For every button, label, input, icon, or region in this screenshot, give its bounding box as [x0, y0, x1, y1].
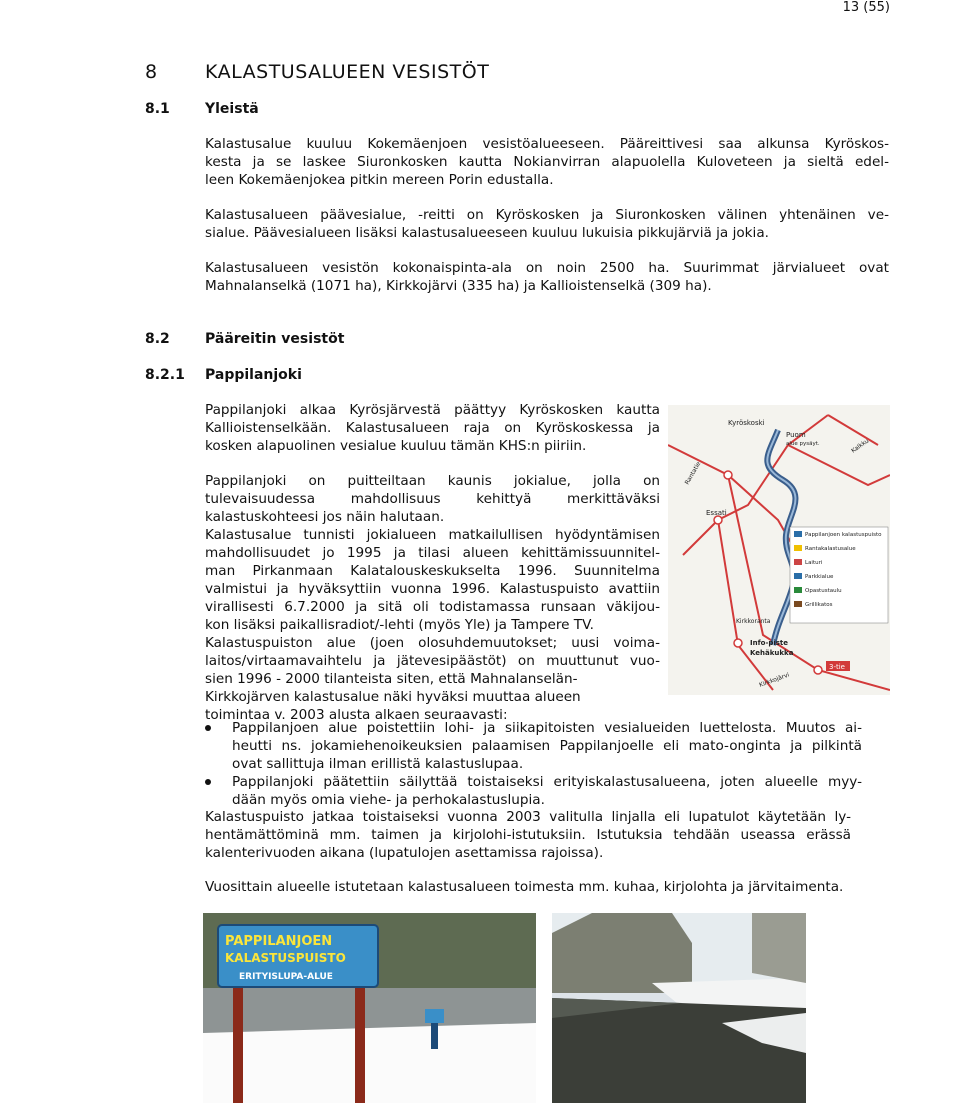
paragraph: Pappilanjoki on puitteiltaan kaunis jokialue, jolla on tulevaisuudessa mahdollisuus kehittyä merkittäväksi kalastuskohteesi jos näin halutaan. Kalastusalue tunnisti jokialueen matkailullisen hyödyntämisen mahdollisuudet jo 1995 ja tilasi alueen kehittämissuunnitel- man Pirkanmaan Kalatalouskeskukselta 1996. Suunnitelma valmistui ja hyväksyttiin vuonna 1996. Kalastuspuisto avattiin virallisesti 6.7.2000 ja sitä oli todistamassa runsaan väkijou- kon lisäksi paikallisradiot/-lehti (myös Yle) ja Tampere TV. Kalastuspuiston alue (joen olosuhdemuutokset; uusi voima- laitos/virtaamavaihtelu ja jätevesipäästöt) on muuttunut vuo- sien 1996 - 2000 tilanteista siten, että Mahnalanselän- Kirkkojärven kalastusalue näki hyväksi muuttaa alueen toimintaa v. 2003 alusta alkaen seuraavasti:	[205, 473, 660, 723]
paragraph: Kalastusalueen vesistön kokonaispinta-ala on noin 2500 ha. Suurimmat järvialueet ovat Mahnalanselkä (1071 ha), Kirkkojärvi (335 ha) ja Kallioistenselkä (309 ha).	[205, 260, 889, 294]
subsection-title: Yleistä	[205, 101, 259, 117]
sign-photo	[203, 913, 536, 1103]
map-legend-item: Opastustaulu	[805, 588, 842, 594]
paragraph: Kalastuspuisto jatkaa toistaiseksi vuonna 2003 valitulla linjalla eli lupatulot käytetään ly- hentämättöminä mm. taimen ja kirjolohi-istutuksiin. Istutuksia tehdään useassa erässä kalenterivuoden aikana (lupatulojen asettamissa rajoissa).	[205, 809, 851, 861]
bullet-icon	[205, 779, 211, 785]
map-label: Kirkkojärvi	[758, 671, 791, 689]
map-label: Rantatie	[683, 460, 703, 486]
map-legend-item: Rantakalastusalue	[805, 546, 856, 552]
paragraph: Kalastusalue kuuluu Kokemäenjoen vesistöalueeseen. Pääreittivesi saa alkunsa Kyröskos- kesta ja se laskee Siuronkosken kautta Nokianvirran alapuolella Kuloveteen ja sieltä edel- leen Kokemäenjokea pitkin mereen Porin edustalla.	[205, 136, 889, 188]
sign-line-1: PAPPILANJOEN	[225, 934, 333, 949]
page-number: 13 (55)	[842, 0, 890, 15]
fishing-park-map	[668, 405, 890, 695]
paragraph: Kalastusalueen päävesialue, -reitti on Kyröskosken ja Siuronkosken välinen yhtenäinen ve- sialue. Päävesialueen lisäksi kalastusalueeseen kuuluu lukuisia pikkujärviä ja jokia.	[205, 207, 889, 241]
map-label: Kalkku	[850, 437, 871, 455]
river-photo	[552, 913, 806, 1103]
subsection-title: Pääreitin vesistöt	[205, 331, 345, 347]
sign-line-3: ERITYISLUPA-ALUE	[239, 972, 333, 982]
map-label: 3-tie	[829, 663, 845, 671]
map-label: Essati	[706, 509, 727, 517]
subsection-number: 8.1	[145, 101, 170, 117]
map-legend-item: Pappilanjoen kalastuspuisto	[805, 532, 882, 538]
map-legend-item: Grillikatos	[805, 602, 833, 608]
subsection-title: Pappilanjoki	[205, 367, 302, 383]
subsection-number: 8.2.1	[145, 367, 185, 383]
subsection-number: 8.2	[145, 331, 170, 347]
list-item: Pappilanjoki päätettiin säilyttää toistaiseksi erityiskalastusalueena, joten alueelle myy- dään myös omia viehe- ja perhokalastuslupia.	[232, 774, 862, 808]
map-legend-item: Parkkialue	[805, 574, 834, 580]
map-label: Puom	[786, 431, 806, 439]
bullet-icon	[205, 725, 211, 731]
map-label: Kehäkukka	[750, 649, 794, 657]
list-item: Pappilanjoen alue poistettiin lohi- ja siikapitoisten vesialueiden luettelosta. Muutos ai- heutti ns. jokamiehenoikeuksien palaamisen Pappilanjoelle eli mato-onginta ja pilkintä ovat sallittuja ilman erillistä kalastuslupaa.	[232, 720, 862, 772]
section-title: KALASTUSALUEEN VESISTÖT	[205, 61, 490, 83]
sign-line-2: KALASTUSPUISTO	[225, 951, 346, 965]
map-legend-item: Laituri	[805, 560, 823, 566]
section-number: 8	[145, 61, 158, 83]
paragraph: Pappilanjoki alkaa Kyrösjärvestä päättyy Kyröskosken kautta Kallioistenselkään. Kalastusalueen raja on Kyröskoskessa ja kosken alapuolinen vesialue kuuluu tämän KHS:n piiriin.	[205, 402, 660, 454]
map-label: Kirkkoranta	[736, 618, 771, 625]
map-label: Kyröskoski	[728, 419, 765, 427]
paragraph: Vuosittain alueelle istutetaan kalastusalueen toimesta mm. kuhaa, kirjolohta ja järvitaimenta.	[205, 879, 844, 895]
map-label: Info-piste	[750, 639, 789, 647]
map-label: alue pysäyt.	[786, 441, 820, 447]
